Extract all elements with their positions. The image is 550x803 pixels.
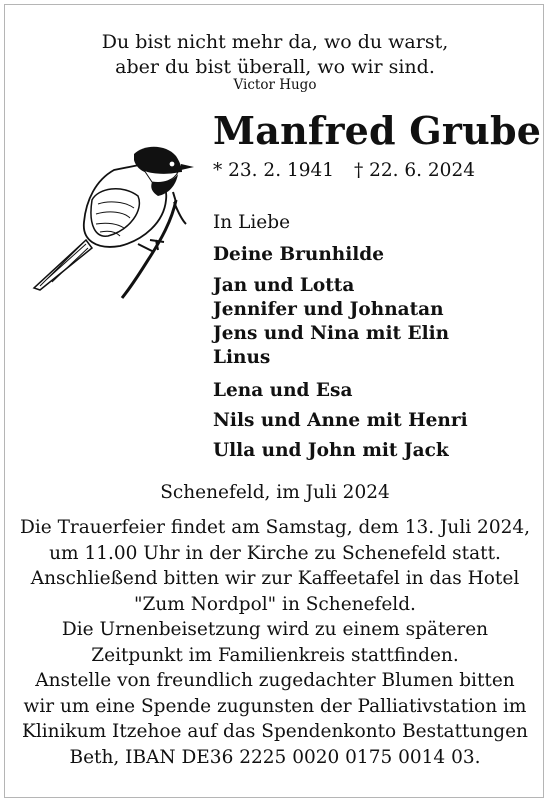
mourner-line: Ulla und John mit Jack bbox=[213, 440, 449, 461]
life-dates bbox=[213, 160, 475, 181]
quote-line: aber du bist überall, wo wir sind. bbox=[115, 56, 435, 78]
notice-line: Zeitpunkt im Familienkreis stattfinden. bbox=[91, 644, 459, 666]
mourner-line: Jens und Nina mit Elin bbox=[213, 323, 450, 344]
place-date: Schenefeld, im Juli 2024 bbox=[160, 482, 390, 503]
notice-line: um 11.00 Uhr in der Kirche zu Schenefeld statt. bbox=[49, 542, 501, 564]
quote-line: Du bist nicht mehr da, wo du warst, bbox=[101, 31, 449, 53]
mourner-line: Jan und Lotta bbox=[213, 275, 355, 296]
mourner-line: Linus bbox=[213, 347, 271, 368]
notice-line: Klinikum Itzehoe auf das Spendenkonto Bestattungen bbox=[22, 721, 528, 742]
notice-line: Die Urnenbeisetzung wird zu einem späteren bbox=[61, 619, 489, 640]
mourner-line: Jennifer und Johnatan bbox=[213, 299, 444, 320]
notice-line: "Zum Nordpol" in Schenefeld. bbox=[134, 593, 416, 615]
mourners-intro: In Liebe bbox=[213, 212, 291, 233]
ceremony-notice bbox=[0, 515, 550, 770]
notice-line: wir um eine Spende zugunsten der Palliativstation im bbox=[23, 695, 527, 717]
mourner-group bbox=[213, 409, 468, 433]
mourner-group bbox=[213, 379, 352, 403]
mourner-group bbox=[213, 274, 449, 370]
notice-line: Die Trauerfeier findet am Samstag, dem 13. Juli 2024, bbox=[19, 517, 531, 538]
mourner-group bbox=[213, 243, 384, 267]
notice-line: Beth, IBAN DE36 2225 0020 0175 0014 03. bbox=[69, 746, 481, 768]
notice-line: Anschließend bitten wir zur Kaffeetafel in das Hotel bbox=[30, 568, 520, 589]
quote-author: Victor Hugo bbox=[233, 77, 317, 93]
mourner-group bbox=[213, 439, 449, 463]
deceased-name: Manfred Grube bbox=[213, 108, 542, 153]
notice-line: Anstelle von freundlich zugedachter Blumen bitten bbox=[35, 670, 515, 691]
birth-date: * 23. 2. 1941 bbox=[213, 160, 335, 181]
chickadee-bird-icon bbox=[26, 140, 196, 300]
death-date: † 22. 6. 2024 bbox=[353, 160, 475, 181]
mourner-line: Lena und Esa bbox=[213, 380, 353, 401]
mourner-line: Nils und Anne mit Henri bbox=[213, 410, 468, 431]
mourner-line: Deine Brunhilde bbox=[213, 244, 384, 265]
quote bbox=[0, 30, 550, 80]
